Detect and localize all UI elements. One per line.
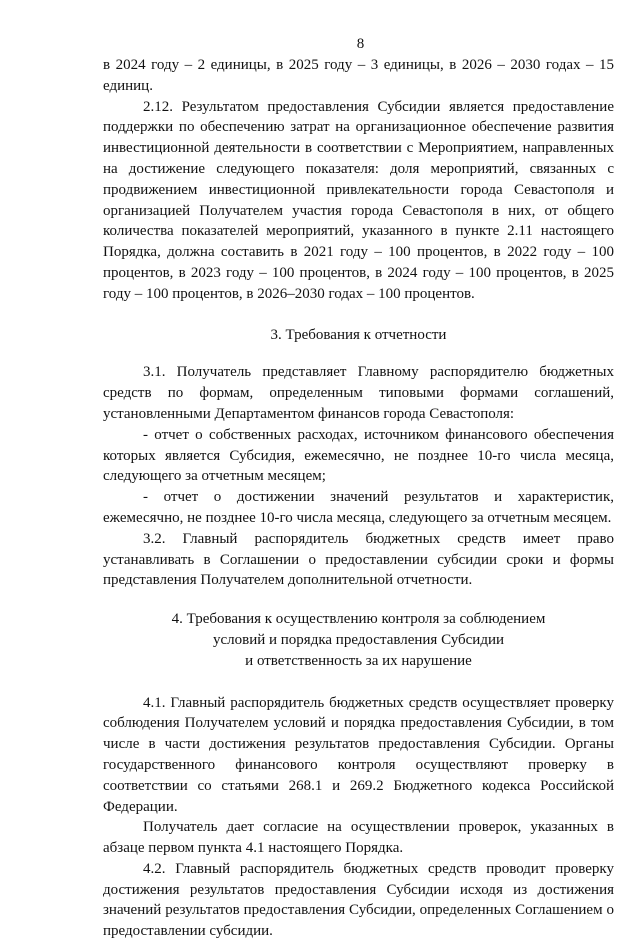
section-4-heading-line-2: условий и порядка предоставления Субсидии	[212, 631, 505, 648]
paragraph-4-2: 4.2. Главный распорядитель бюджетных средств проводит проверку достижения результатов предоставления Субсидии исходя из достижения значений результатов предоставления Субсидии, определенных Соглашением о предоставлении субсидии.	[103, 860, 614, 940]
paragraph-3-1: 3.1. Получатель представляет Главному распорядителю бюджетных средств по формам, определенным типовыми формами соглашений, установленными Департаментом финансов города Севастополя:	[103, 364, 614, 422]
paragraph-3-1-item-2: - отчет о достижении значений результатов и характеристик, ежемесячно, не позднее 10-го числа месяца, следующего за отчетным месяцем.	[103, 489, 614, 526]
paragraph-4-1: 4.1. Главный распорядитель бюджетных средств осуществляет проверку соблюдения Получателем условий и порядка предоставления Субсидии, в том числе в части достижения результатов предоставления Субсидии. Органы государственного финансового контроля осуществляют проверку в соответствии со статьями 268.1 и 269.2 Бюджетного кодекса Российской Федерации.	[103, 694, 614, 815]
page-number: 8	[356, 36, 365, 52]
paragraph-4-1-consent: Получатель дает согласие на осуществлении проверок, указанных в абзаце первом пункта 4.1 настоящего Порядка.	[103, 819, 614, 857]
paragraph-3-2: 3.2. Главный распорядитель бюджетных средств имеет право устанавливать в Соглашении о предоставлении субсидии сроки и формы представления Получателем дополнительной отчетности.	[103, 530, 614, 589]
paragraph-2-12: 2.12. Результатом предоставления Субсидии является предоставление поддержки по обеспечению затрат на организационное обеспечение развития инвестиционной деятельности в соответствии с Мероприятием, направленных на достижение следующего показателя: доля мероприятий, связанных с продвижением инвестиционной привлекательности города Севастополя и организацией Получателем участия города Севастополя в них, от общего количества показателей мероприятий, указанного в пункте 2.11 настоящего Порядка, должна составить в 2021 году – 100 процентов, в 2022 году – 100 процентов, в 2023 году – 100 процентов, в 2024 году – 100 процентов, в 2025 году – 100 процентов, в 2026–2030 годах – 100 процентов.	[103, 98, 614, 302]
section-4-heading	[103, 609, 614, 671]
section-4-heading-line-3: и ответственность за их нарушение	[245, 652, 472, 669]
section-3-heading: 3. Требования к отчетности	[270, 326, 447, 343]
paragraph-3-1-item-1: - отчет о собственных расходах, источником финансового обеспечения которых является Субсидия, ежемесячно, не позднее 10-го числа месяца, следующего за отчетным месяцем;	[103, 426, 614, 485]
section-4-heading-line-1: 4. Требования к осуществлению контроля за соблюдением	[171, 611, 546, 628]
document-page	[103, 34, 614, 942]
paragraph-continuation: в 2024 году – 2 единицы, в 2025 году – 3 единицы, в 2026 – 2030 годах – 15 единиц.	[103, 57, 614, 94]
